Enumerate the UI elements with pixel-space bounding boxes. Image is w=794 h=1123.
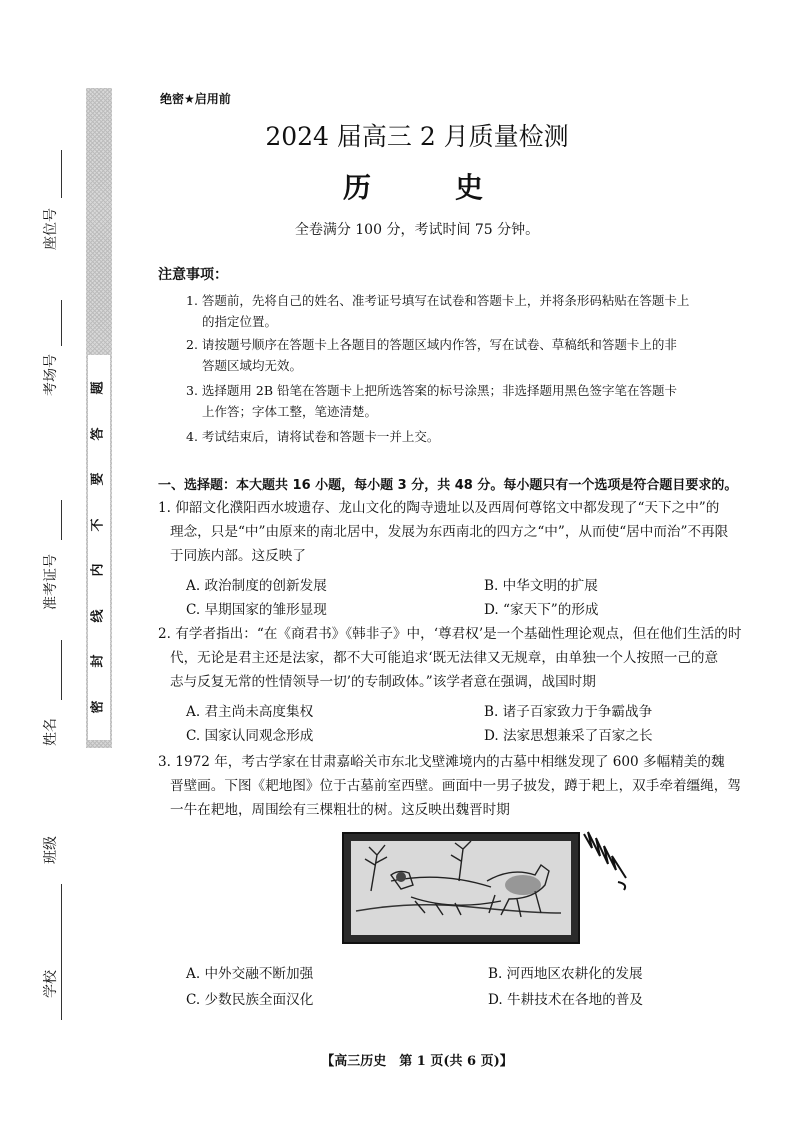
field-label: 班级 <box>43 836 59 864</box>
question-3: 3. 1972 年，考古学家在甘肃嘉峪关市东北戈壁滩境内的古墓中相继发现了 600 多幅精美的魏 晋壁画。下图《耙地图》位于古墓前室西壁。画面中一男子披发，蹲于耙上，双手牵着缰绳，驾 一牛在耙地，周围绘有三棵粗壮的树。这反映出魏晋时期 <box>158 754 741 818</box>
option-a[interactable]: A. 君主尚未高度集权 <box>186 704 314 720</box>
seal-char: 封 <box>90 654 106 668</box>
subject-title: 历 史 <box>342 171 511 204</box>
note-item: 2. 请按题号顺序在答题卡上各题目的答题区域内作答，写在试卷、草稿纸和答题卡上的非 答题区域均无效。 <box>186 337 677 373</box>
confidential-mark: 绝密★启用前 <box>160 92 231 106</box>
option-c[interactable]: C. 少数民族全面汉化 <box>186 992 314 1008</box>
field-label: 考场号 <box>43 354 59 396</box>
note-item: 4. 考试结束后，请将试卷和答题卡一并上交。 <box>186 429 440 444</box>
seal-char: 内 <box>90 563 106 577</box>
seal-char: 答 <box>90 427 106 441</box>
question-1: 1. 仰韶文化濮阳西水坡遗存、龙山文化的陶寺遗址以及西周何尊铭文中都发现了“天下之中”的 理念，只是“中”由原来的南北居中，发展为东西南北的四方之“中”，从而使“居中而治”不再限 于同族内部。这反映了 <box>158 500 729 564</box>
handwritten-scribble <box>578 826 634 892</box>
seal-char: 题 <box>90 381 106 395</box>
notes-heading: 注意事项： <box>158 267 228 283</box>
option-b[interactable]: B. 河西地区农耕化的发展 <box>488 966 643 982</box>
page-footer: 【高三历史 第 1 页(共 6 页)】 <box>321 1054 513 1069</box>
option-a[interactable]: A. 中外交融不断加强 <box>186 966 314 982</box>
option-d[interactable]: D. 牛耕技术在各地的普及 <box>488 992 643 1008</box>
harrowing-mural-image <box>342 832 580 944</box>
option-b[interactable]: B. 诸子百家致力于争霸战争 <box>484 704 653 720</box>
option-c[interactable]: C. 国家认同观念形成 <box>186 728 314 744</box>
seal-char: 密 <box>90 700 106 714</box>
option-d[interactable]: D. “家天下”的形成 <box>484 602 599 618</box>
question-2: 2. 有学者指出：“在《商君书》《韩非子》中，‘尊君权’是一个基础性理论观点，但在他们生活的时 代，无论是君主还是法家，都不大可能追求‘既无法律又无规章，由单独一个人按照一己的意 志与反复无常的性情领导一切’的专制政体。”该学者意在强调，战国时期 <box>158 626 742 690</box>
note-item: 3. 选择题用 2B 铅笔在答题卡上把所选答案的标号涂黑；非选择题用黑色签字笔在答题卡 上作答；字体工整，笔迹清楚。 <box>186 383 677 419</box>
exam-title: 2024 届高三 2 月质量检测 <box>265 122 569 151</box>
mural-drawing <box>351 841 567 931</box>
seal-char: 线 <box>90 609 106 623</box>
note-item: 1. 答题前，先将自己的姓名、准考证号填写在试卷和答题卡上，并将条形码粘贴在答题卡上 的指定位置。 <box>186 293 690 329</box>
field-label: 姓名 <box>43 718 59 746</box>
field-label: 学校 <box>43 970 59 998</box>
seal-char: 不 <box>90 518 106 532</box>
score-info: 全卷满分 100 分，考试时间 75 分钟。 <box>294 222 540 238</box>
option-d[interactable]: D. 法家思想兼采了百家之长 <box>484 728 653 744</box>
option-c[interactable]: C. 早期国家的雏形显现 <box>186 602 327 618</box>
field-label: 座位号 <box>43 208 59 250</box>
seal-char: 要 <box>90 472 106 486</box>
field-label: 准考证号 <box>43 554 59 610</box>
option-a[interactable]: A. 政治制度的创新发展 <box>186 578 327 594</box>
option-b[interactable]: B. 中华文明的扩展 <box>484 578 598 594</box>
seal-line-notice <box>88 355 110 740</box>
section-heading: 一、选择题：本大题共 16 小题，每小题 3 分，共 48 分。每小题只有一个选项是符合题目要求的。 <box>158 478 738 493</box>
